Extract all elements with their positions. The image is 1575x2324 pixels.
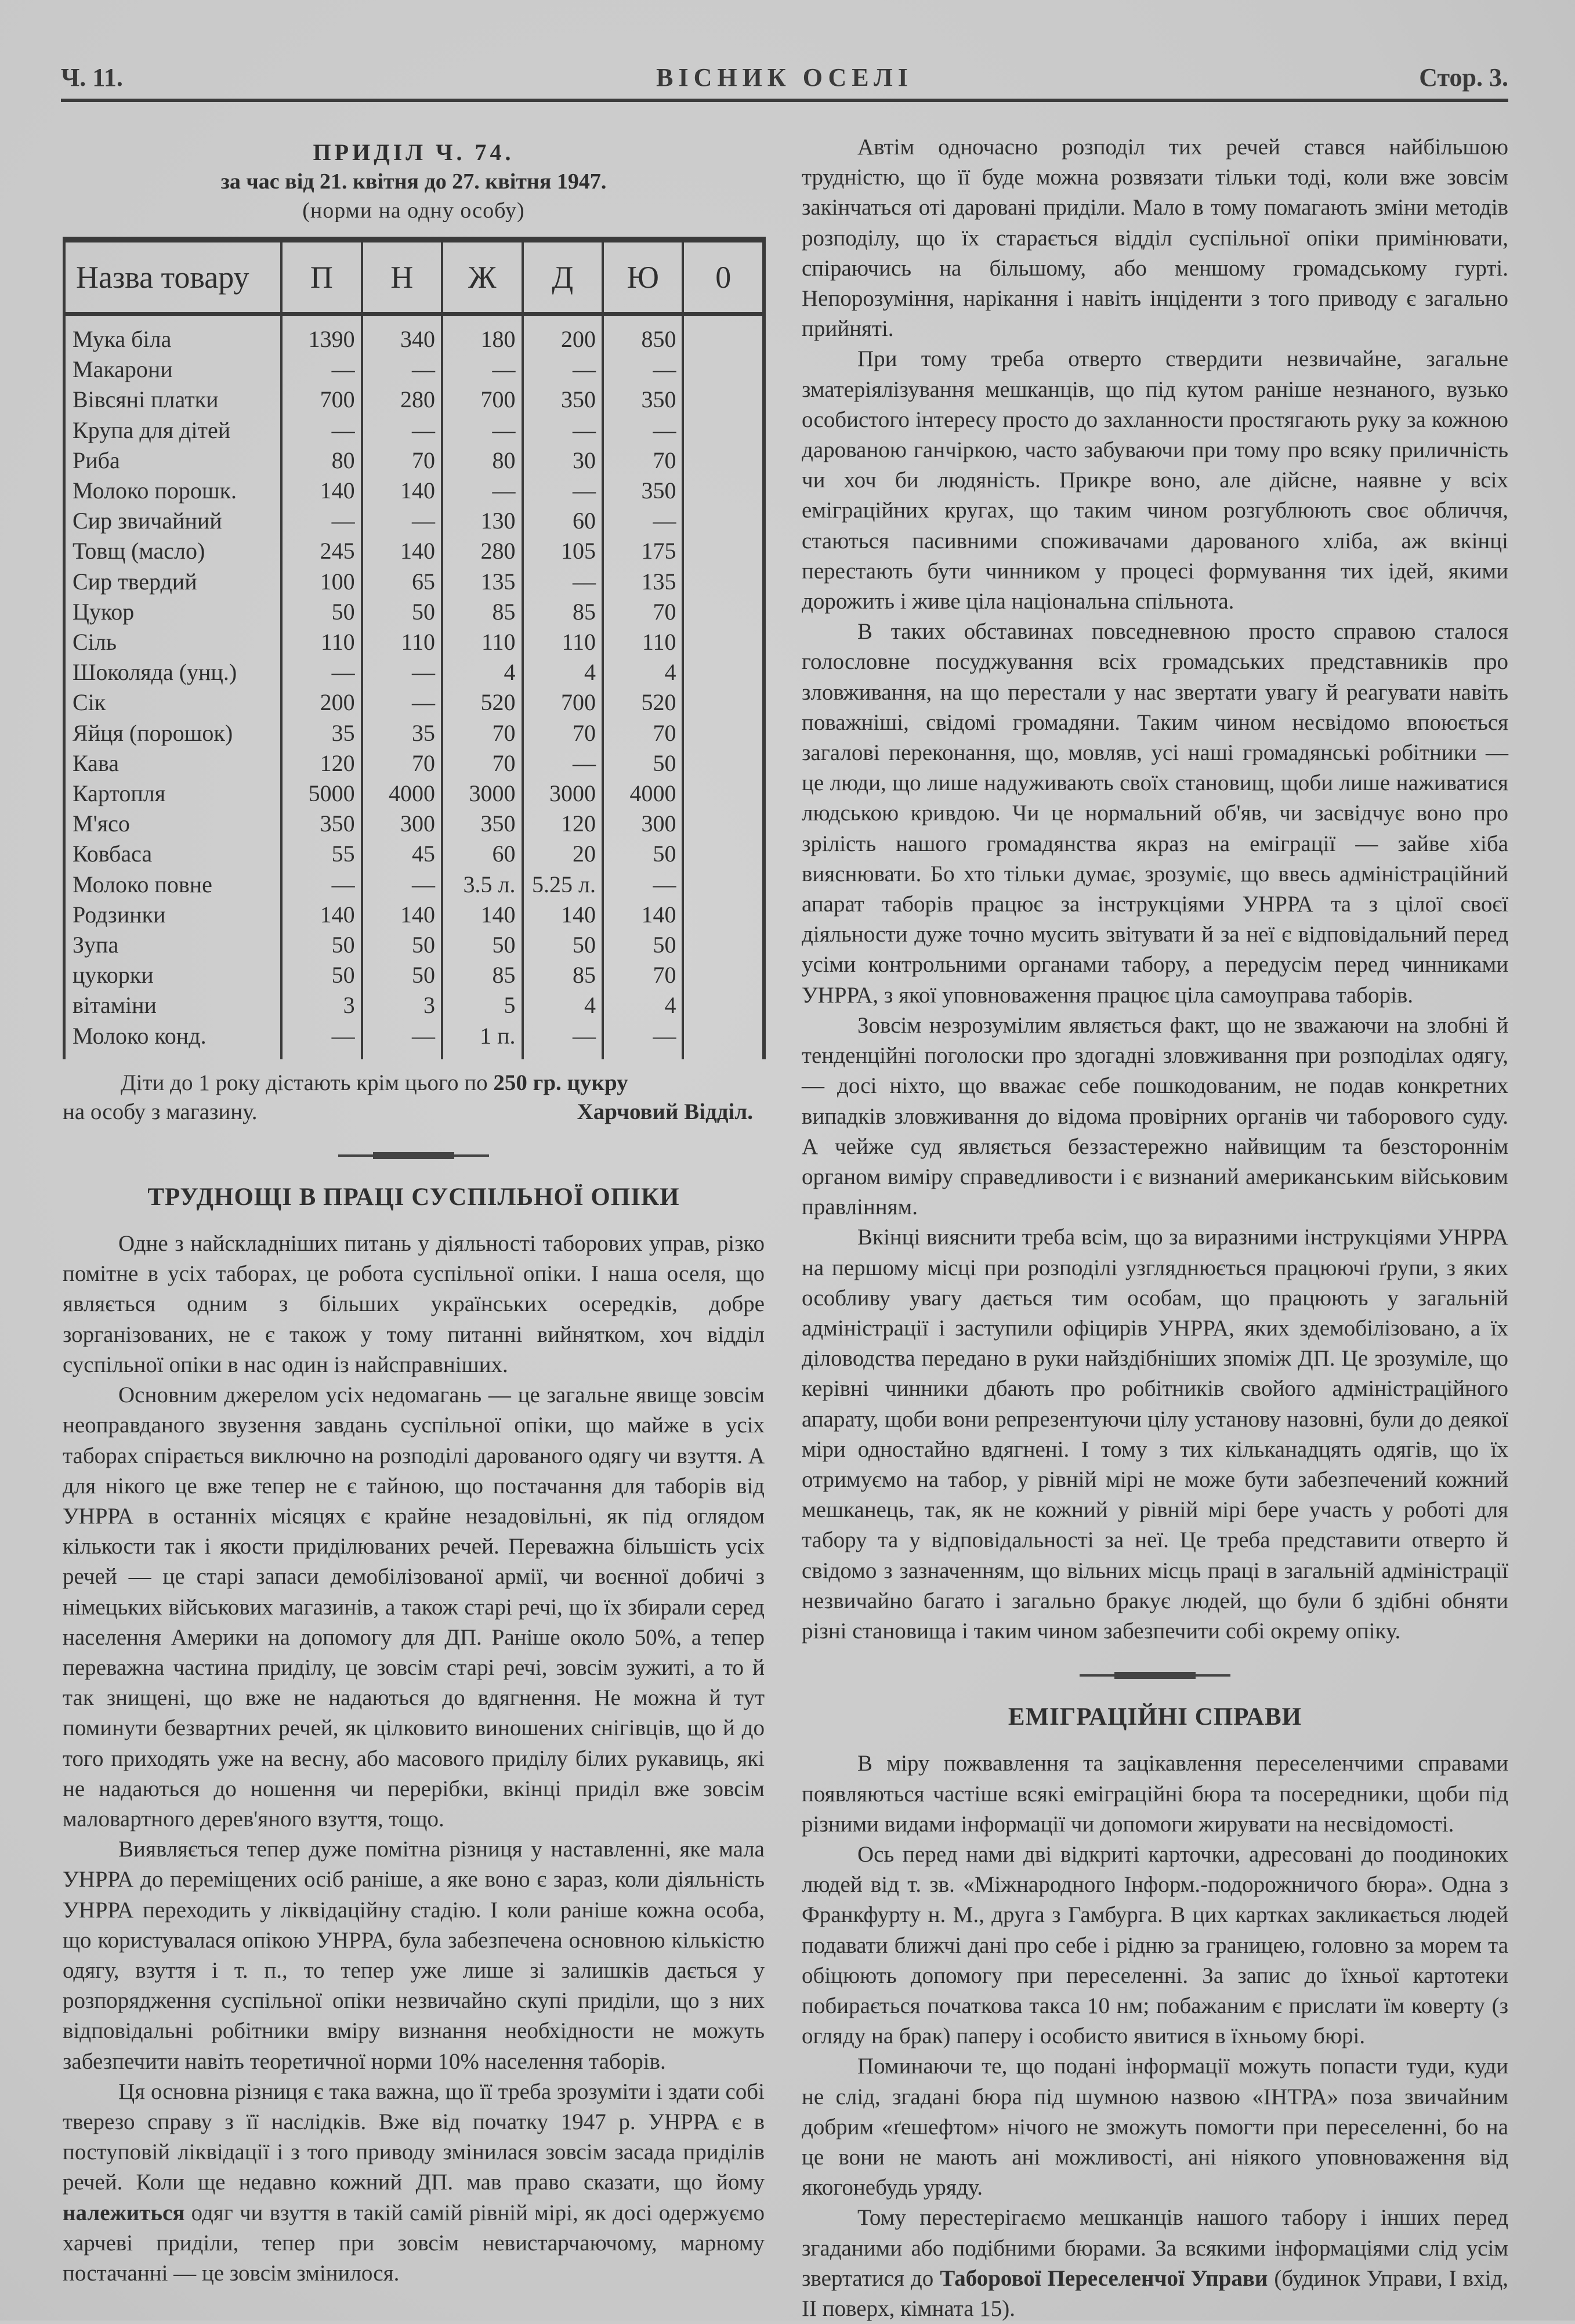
article-title-social-care: ТРУДНОЩІ В ПРАЦІ СУСПІЛЬНОЇ ОПІКИ (147, 1183, 680, 1211)
column-header-zh: Ж (442, 240, 522, 314)
ration-value-cell: 130 (442, 506, 522, 536)
section-divider (1080, 1670, 1230, 1681)
paragraph-text: Ця основна різниця є така важна, що її треба зрозуміти і здати собі тверезо справу з її наслідків. Вже від початку 1947 р. УНРРА є в поступовій ліквідації і з того приводу змінилася зовсім засада приділів речей. Коли ще недавно кожний ДП. мав право сказати, що йому (63, 2079, 765, 2195)
footnote-text: Діти до 1 року дістають крім цього по (121, 1070, 494, 1095)
product-name-cell: Сік (73, 689, 106, 716)
ration-value-cell: — (523, 1021, 603, 1059)
column-header-product: Назва товару (64, 240, 282, 314)
ration-value-cell: 280 (362, 385, 442, 415)
ration-value-cell (683, 415, 764, 446)
ration-value-cell: — (442, 415, 522, 446)
allocation-note: (норми на одну особу) (302, 198, 525, 223)
article-paragraph: При тому треба отверто ствердити незвичайне, загальне зматеріялізування мешканців, що під кутом раніше незнаного, вузько особистого інтересу просто до захланности простягають руку за кожною дарованою ганчіркою, часто забуваючи при тому про всяку приличність чи хоч би людяність. Прикре воно, але дійсне, наявне у всіх еміграційних кругах, що таким чином розгублюють своє обличчя, стаються пасивними споживачами дарованого хліба, аж вкінці перестають бути чинником у процесі формування тих ідей, якими дорожить і живе ціла національна спільнота. (802, 346, 1508, 614)
ration-value-cell: 20 (523, 839, 603, 869)
product-name-cell: Сир твердий (73, 568, 197, 595)
allocation-table (63, 237, 766, 1059)
ration-value-cell: 700 (281, 385, 361, 415)
ration-value-cell: 110 (281, 627, 361, 657)
ration-value-cell: 120 (281, 748, 361, 779)
footnote-sugar-amount: 250 гр. цукру (493, 1070, 628, 1095)
ration-value-cell: 50 (603, 930, 683, 960)
ration-value-cell: 85 (442, 597, 522, 627)
product-name-cell: Картопля (73, 780, 166, 807)
product-name-cell: Молоко конд. (73, 1022, 207, 1049)
paragraph-text: (будинок Управи, І вхід, ІІ поверх, кімната 15). (802, 2265, 1509, 2322)
ration-value-cell (683, 960, 764, 990)
ration-value-cell: 140 (281, 900, 361, 930)
ration-value-cell: — (603, 354, 683, 385)
footnote-text-end: на особу з магазину. (63, 1099, 258, 1124)
ration-value-cell: — (603, 506, 683, 536)
ration-value-cell: 30 (523, 446, 603, 476)
ration-value-cell: 300 (603, 809, 683, 839)
ration-value-cell: 140 (362, 900, 442, 930)
ration-value-cell: — (523, 354, 603, 385)
ration-value-cell (683, 354, 764, 385)
ration-value-cell: 65 (362, 567, 442, 597)
ration-value-cell: 1 п. (442, 1021, 522, 1059)
ration-value-cell: 50 (603, 839, 683, 869)
allocation-table-body (64, 314, 765, 1059)
header-rule (61, 99, 1508, 102)
ration-value-cell: 80 (281, 446, 361, 476)
article-paragraph: Виявляється тепер дуже помітна різниця у наставленні, яке мала УНРРА до переміщених осіб раніше, а яке воно є зараз, коли діяльність УНРРА переходить у ліквідаційну стадію. І коли раніше кожна особа, що користувалася опікою УНРРА, була забезпечена основною кількістю одягу, взуття і т. п., то тепер уже лише зі залишків дається у розпорядження суспільної опіки незвичайно скупі приділи, що з них відповідальні робітники вміру визнання необхідности не можуть забезпечити навіть теоретичної норми 10% населення таборів. (63, 1837, 765, 2074)
table-row (64, 415, 765, 446)
article-paragraph: Вкінці вияснити треба всім, що за виразними інструкціями УНРРА на першому місці при розподілі узгляднюється працюючі ґрупи, з яких особливу увагу дається тим особам, що працюють у загальній адміністрації і заступили офіцирів УНРРА, яких здемобілізовано, а їх діловодства передано в руки найздібніших зпоміж ДП. Це зрозуміле, що керівні чинники дбають про робітників свойого адміністраційного апарату, щоби вони репрезентуючи цілу установу назовні, були до деякої міри одностайно вдягнені. І тому з тих кільканадцять одягів, що їх отримуємо на табор, у рівній мірі не може бути забезпечений кожний мешканець, так, як не кожний у рівній мірі бере участь у роботі для табору та у відповідальності за неї. Це треба представити отверто й свідомо з зазначенням, що вільних місць праці в загальній адміністрації незвичайно багато і загально бракує людей, що були б здібні обняти різні становища і таким чином забезпечити собі окрему опіку. (802, 1225, 1508, 1644)
article-paragraph: Ось перед нами дві відкриті карточки, адресовані до поодиноких людей від т. зв. «Міжнародного Інформ.-подорожничого бюра». Одна з Франкфурту н. М., друга з Гамбурга. В цих картках закликається людей подавати ближчі дані про себе і рідню за границею, головно за морем та обіцюють допомогу при переселенні. За запис до їхньої картотеки побирається початкова такса 10 нм; побажаним є прислати їм коверту (з огляду на брак) паперу і особисто явитися в їхньому бюрі. (802, 1841, 1508, 2049)
ration-value-cell (683, 536, 764, 566)
ration-value-cell: 70 (362, 446, 442, 476)
ration-value-cell: — (603, 870, 683, 900)
emphasis-text: Таборової Переселенчої Управи (940, 2265, 1268, 2291)
ration-value-cell (683, 506, 764, 536)
ration-value-cell: 120 (523, 809, 603, 839)
ration-value-cell: 700 (523, 687, 603, 718)
table-row (64, 536, 765, 566)
ration-value-cell: 70 (362, 748, 442, 779)
table-row (64, 718, 765, 748)
article-paragraph (802, 2203, 1508, 2324)
ration-value-cell: — (281, 506, 361, 536)
ration-value-cell: — (362, 687, 442, 718)
table-row (64, 506, 765, 536)
ration-value-cell (683, 657, 764, 687)
ration-value-cell: — (281, 657, 361, 687)
ration-value-cell: — (362, 415, 442, 446)
article-paragraph: Одне з найскладніших питань у діяльності таборових управ, різко помітне в усіх таборах, це робота суспільної опіки. І наша оселя, що являється одним з більших українських осередків, добре зорганізованих, не є також у тому питанні вийнятком, хоч відділ суспільної опіки в нас один із найсправніших. (63, 1231, 765, 1377)
ration-value-cell: 110 (442, 627, 522, 657)
ration-value-cell: 3 (362, 990, 442, 1020)
table-row (64, 657, 765, 687)
product-name-cell: Яйця (порошок) (73, 719, 233, 746)
ration-value-cell: 140 (362, 476, 442, 506)
article-paragraph: В таких обставинах повседневною просто справою сталося голословне посуджування всіх громадських представників про зловживання, на що перестали у нас звертати увагу й реагувати навіть поважніші, свідомі громадяни. Таким чином несвідомо впоюється загалові переконання, що, мовляв, усі наші громадянські робітники — це люди, що лише надуживають своїх становищ, щоби лише наживатися людською кривдою. Чи це нормальний об'яв, чи засвідчує воно про зрілість нашого громадянства якраз на еміграції — зайве хіба вияснювати. Бо хто тільки думає, зрозуміє, що ввесь адміністраційний апарат таборів працює за інструкціями УНРРА та з цілої своєї діяльности дуже точно мусить звітувати й за неї є відповідальний перед усіми контрольними органами табору, а передусім перед чинниками УНРРА, з якої уповноваження працює ціла самоуправа таборів. (802, 619, 1508, 1008)
left-column (63, 133, 765, 2289)
table-row (64, 870, 765, 900)
ration-value-cell: 45 (362, 839, 442, 869)
product-name-cell: Молоко порошк. (73, 477, 237, 504)
ration-value-cell (683, 314, 764, 355)
ration-value-cell: — (281, 415, 361, 446)
article-paragraph: Автім одночасно розподіл тих речей стався найбільшою трудністю, що її буде можна розвязати тільки тоді, коли вже зовсім закінчаться оті даровані приділи. Мало в тому помагають зміни методів розподілу, що їх старається відділ суспільної опіки примінювати, спіраючись на більшому, або меншому громадському гурті. Непорозуміння, нарікання і навіть інціденти з того приводу є загально прийняті. (802, 135, 1508, 342)
column-header-n: Н (362, 240, 442, 314)
ration-value-cell: — (442, 354, 522, 385)
ration-value-cell (683, 627, 764, 657)
article-title-emigration: ЕМІГРАЦІЙНІ СПРАВИ (1008, 1703, 1302, 1731)
ration-value-cell: 3 (281, 990, 361, 1020)
ration-value-cell: 140 (523, 900, 603, 930)
ration-value-cell: 135 (442, 567, 522, 597)
ration-value-cell: 4 (523, 657, 603, 687)
ration-value-cell: 70 (603, 960, 683, 990)
ration-value-cell (683, 900, 764, 930)
ration-value-cell: — (362, 354, 442, 385)
ration-value-cell: 135 (603, 567, 683, 597)
ration-value-cell: 60 (442, 839, 522, 869)
ration-value-cell: 245 (281, 536, 361, 566)
ration-value-cell: 50 (281, 930, 361, 960)
table-row (64, 960, 765, 990)
ration-value-cell: 50 (603, 748, 683, 779)
ration-value-cell: 200 (523, 314, 603, 355)
ration-value-cell: — (523, 415, 603, 446)
column-header-o: 0 (683, 240, 764, 314)
ration-value-cell: 35 (362, 718, 442, 748)
allocation-heading (63, 138, 765, 225)
ration-value-cell: 70 (603, 597, 683, 627)
article-paragraph (63, 2077, 765, 2289)
table-row (64, 1021, 765, 1059)
right-column (802, 132, 1508, 2324)
ration-value-cell: 50 (442, 930, 522, 960)
product-name-cell: Товщ (масло) (73, 538, 205, 564)
ration-value-cell: 85 (523, 597, 603, 627)
allocation-footnote (63, 1069, 765, 1127)
product-name-cell: Сіль (73, 629, 117, 656)
ration-value-cell: 110 (603, 627, 683, 657)
product-name-cell: Цукор (73, 598, 135, 625)
table-row (64, 314, 765, 355)
ration-value-cell: — (362, 870, 442, 900)
ration-value-cell: 50 (362, 597, 442, 627)
product-name-cell: Вівсяні платки (73, 386, 219, 413)
ration-value-cell: 850 (603, 314, 683, 355)
ration-value-cell: 70 (603, 718, 683, 748)
ration-value-cell: 520 (603, 687, 683, 718)
table-row (64, 687, 765, 718)
ration-value-cell: 100 (281, 567, 361, 597)
ration-value-cell: 5.25 л. (523, 870, 603, 900)
ration-value-cell: 70 (442, 718, 522, 748)
ration-value-cell: 4 (603, 657, 683, 687)
signature-food-department: Харчовий Відділ. (577, 1099, 753, 1124)
ration-value-cell: — (281, 1021, 361, 1059)
ration-value-cell: — (523, 476, 603, 506)
ration-value-cell: 110 (523, 627, 603, 657)
table-row (64, 567, 765, 597)
ration-value-cell: 70 (523, 718, 603, 748)
product-name-cell: Родзинки (73, 901, 166, 928)
ration-value-cell: 70 (603, 446, 683, 476)
ration-value-cell: 350 (281, 809, 361, 839)
ration-value-cell: — (362, 1021, 442, 1059)
emphasis-text: належиться (63, 2200, 185, 2225)
ration-value-cell: 50 (362, 960, 442, 990)
ration-value-cell: — (362, 506, 442, 536)
product-name-cell: М'ясо (73, 810, 130, 837)
ration-value-cell: 3000 (442, 779, 522, 809)
paragraph-text: одяг чи взуття в такій самій рівній мірі, як досі одержуємо харчеві приділи, тепер при зовсім невистарчаючому, марному постачанні — це зовсім змінилося. (63, 2200, 765, 2286)
ration-value-cell (683, 385, 764, 415)
ration-value-cell: — (362, 657, 442, 687)
product-name-cell: Шоколяда (унц.) (73, 659, 237, 686)
ration-value-cell: 110 (362, 627, 442, 657)
ration-value-cell: 85 (523, 960, 603, 990)
article-paragraph: Основним джерелом усіх недомагань — це загальне явище зовсім неоправданого звузення завдань суспільної опіки, що майже в усіх таборах спірається виключно на розподілі дарованого одягу чи взуття. А для нікого це вже тепер не є тайною, що постачання для таборів від УНРРА в останніх місяцях є крайне незадовільні, як під оглядом кількости так і якости приділюваних речей. Переважна більшість усіх речей — це старі запаси демобілізованої армії, чи воєнної добичі з німецьких військових магазинів, а також старі речі, що їх збирали серед населення Америки на допомогу для ДП. Раніше около 50%, а тепер переважна частина приділу, це зовсім старі речі, зовсім зужиті, а то й так знищені, що вже не надаються до вдягнення. Не можна й тут поминути безвартних речей, як цілковито виношених снігівців, що й до того приходять уже на весну, або масового приділу білих рукавиць, які не надаються до ношення чи перерібки, вкінці приділ вже зовсім маловартного дерев'яного взуття, тощо. (63, 1382, 765, 1831)
ration-value-cell: 200 (281, 687, 361, 718)
ration-value-cell: 3000 (523, 779, 603, 809)
table-row (64, 779, 765, 809)
ration-value-cell: 140 (442, 900, 522, 930)
ration-value-cell: 520 (442, 687, 522, 718)
ration-value-cell: 300 (362, 809, 442, 839)
ration-value-cell: 4000 (362, 779, 442, 809)
ration-value-cell (683, 1021, 764, 1059)
table-row (64, 990, 765, 1020)
ration-value-cell: 5000 (281, 779, 361, 809)
ration-value-cell: 1390 (281, 314, 361, 355)
ration-value-cell: 35 (281, 718, 361, 748)
running-header (61, 63, 1508, 97)
ration-value-cell (683, 779, 764, 809)
ration-value-cell (683, 870, 764, 900)
allocation-title: ПРИДІЛ Ч. 74. (313, 139, 515, 165)
ration-value-cell: — (523, 748, 603, 779)
ration-value-cell: 340 (362, 314, 442, 355)
product-name-cell: вітаміни (73, 992, 157, 1019)
table-row (64, 839, 765, 869)
ration-value-cell: 350 (603, 385, 683, 415)
ration-value-cell: 85 (442, 960, 522, 990)
ration-value-cell: — (281, 354, 361, 385)
ration-value-cell (683, 597, 764, 627)
ration-value-cell (683, 446, 764, 476)
table-row (64, 385, 765, 415)
ration-value-cell: 55 (281, 839, 361, 869)
ration-value-cell: 280 (442, 536, 522, 566)
ration-value-cell (683, 748, 764, 779)
table-row (64, 597, 765, 627)
ration-value-cell: 50 (281, 960, 361, 990)
column-header-d: Д (523, 240, 603, 314)
ration-value-cell: 140 (281, 476, 361, 506)
ration-value-cell: — (603, 415, 683, 446)
issue-number: Ч. 11. (61, 63, 123, 92)
ration-value-cell (683, 990, 764, 1020)
ration-value-cell: 700 (442, 385, 522, 415)
article-paragraph: Поминаючи те, що подані інформації можуть попасти туди, куди не слід, згадані бюра під шумною назвою «ІНТРА» поза звичайним добрим «ґешефтом» нічого не зможуть помогти при переселенні, бо на це вони не мають ані можливості, ані ніякого уповноваження від якогонебудь уряду. (802, 2054, 1508, 2200)
ration-value-cell: 140 (603, 900, 683, 930)
table-row (64, 354, 765, 385)
article-paragraph: В міру пожвавлення та зацікавлення переселенчими справами появляються частіше всякі еміграційні бюра та посередники, щоби під різними видами інформації чи допомоги жирувати на несвідомості. (802, 1751, 1508, 1837)
ration-value-cell: — (442, 476, 522, 506)
ration-value-cell: 80 (442, 446, 522, 476)
paragraph-text: Тому перестерігаємо мешканців нашого табору і інших перед згаданими або подібними бюрами. За всякими інформаціями слід усім звертатися до (802, 2205, 1508, 2291)
product-name-cell: Мука біла (73, 326, 172, 352)
ration-value-cell: 175 (603, 536, 683, 566)
page-number: Стор. 3. (1419, 63, 1508, 92)
ration-value-cell (683, 718, 764, 748)
ration-value-cell (683, 687, 764, 718)
ration-value-cell: 350 (523, 385, 603, 415)
column-header-yu: Ю (603, 240, 683, 314)
table-row (64, 900, 765, 930)
ration-value-cell: 70 (442, 748, 522, 779)
table-header-row (64, 240, 765, 314)
ration-value-cell: — (603, 1021, 683, 1059)
ration-value-cell (683, 476, 764, 506)
ration-value-cell: 5 (442, 990, 522, 1020)
ration-value-cell: 350 (442, 809, 522, 839)
product-name-cell: Зупа (73, 932, 119, 958)
ration-value-cell (683, 839, 764, 869)
section-divider (338, 1150, 489, 1161)
product-name-cell: Крупа для дітей (73, 417, 231, 443)
ration-value-cell (683, 567, 764, 597)
product-name-cell: Молоко повне (73, 871, 212, 897)
product-name-cell: Ковбаса (73, 841, 153, 867)
ration-value-cell (683, 930, 764, 960)
ration-value-cell: 350 (603, 476, 683, 506)
ration-value-cell: 180 (442, 314, 522, 355)
ration-value-cell: 3.5 л. (442, 870, 522, 900)
table-row (64, 476, 765, 506)
ration-value-cell: 4 (603, 990, 683, 1020)
table-row (64, 446, 765, 476)
product-name-cell: Риба (73, 447, 120, 473)
ration-value-cell: 140 (362, 536, 442, 566)
ration-value-cell: — (523, 567, 603, 597)
product-name-cell: Сир звичайний (73, 508, 222, 534)
table-row (64, 930, 765, 960)
ration-value-cell (683, 809, 764, 839)
allocation-period: за час від 21. квітня до 27. квітня 1947. (220, 169, 607, 194)
product-name-cell: Кава (73, 750, 120, 776)
column-header-p: П (281, 240, 361, 314)
ration-value-cell: 4 (442, 657, 522, 687)
ration-value-cell: — (281, 870, 361, 900)
ration-value-cell: 4 (523, 990, 603, 1020)
product-name-cell: цукорки (73, 962, 154, 989)
table-row (64, 748, 765, 779)
ration-value-cell: 50 (523, 930, 603, 960)
ration-value-cell: 105 (523, 536, 603, 566)
ration-value-cell: 60 (523, 506, 603, 536)
product-name-cell: Макарони (73, 356, 173, 383)
newspaper-title: ВІСНИК ОСЕЛІ (656, 63, 913, 92)
table-row (64, 809, 765, 839)
table-row (64, 627, 765, 657)
ration-value-cell: 4000 (603, 779, 683, 809)
ration-value-cell: 50 (281, 597, 361, 627)
article-paragraph: Зовсім незрозумілим являється факт, що не зважаючи на злобні й тенденційні поголоски про здогадні зловживання при розподілах одягу, — досі ніхто, що вважає себе пошкодованим, не подав конкретних випадків зловживання до відома провірних органів чи таборового суду. А чейже суд являється беззастережно найвищим та безстороннім органом виміру справедливости і є визнаний американським військовим правлінням. (802, 1012, 1508, 1220)
ration-value-cell: 50 (362, 930, 442, 960)
